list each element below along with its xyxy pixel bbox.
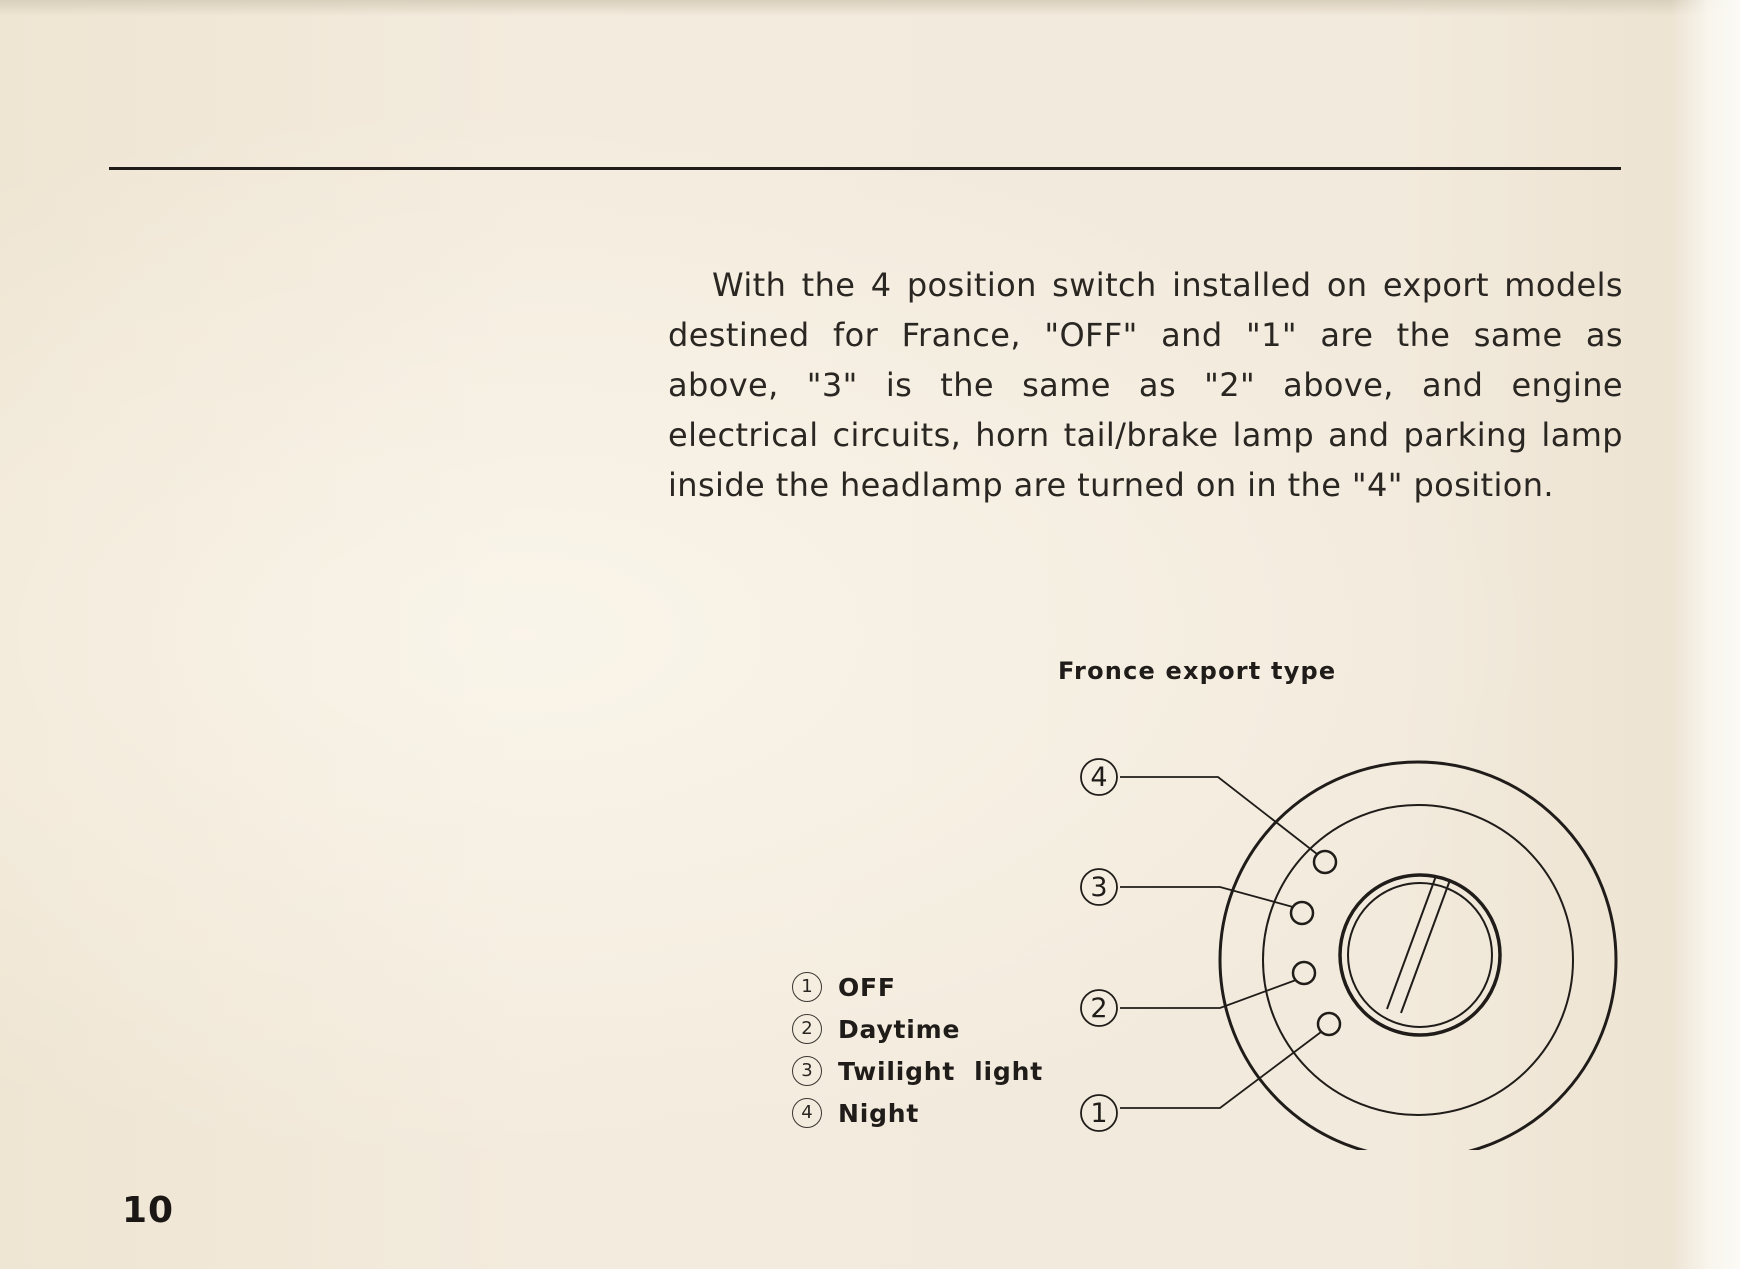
callout-label-2: 2 bbox=[1090, 993, 1108, 1024]
legend-item-night bbox=[792, 1092, 1043, 1134]
legend-label-off: OFF bbox=[838, 972, 896, 1002]
legend-item-daytime bbox=[792, 1008, 1043, 1050]
key-cylinder-inner bbox=[1348, 883, 1492, 1027]
legend-number-1: 1 bbox=[792, 972, 822, 1002]
page-spine-shadow bbox=[1670, 0, 1740, 1269]
position-legend bbox=[792, 966, 1043, 1134]
callout-label-3: 3 bbox=[1090, 872, 1108, 903]
switch-description-paragraph: With the 4 position switch installed on export models destined for France, "OFF" and "1" are the same as above, "3" is the same as "2" above, and engine electrical circuits, horn tail/brake lamp and parking lamp inside the headlamp are turned on in the "4" position. bbox=[668, 266, 1623, 504]
diagram-title: Fronce export type bbox=[1058, 657, 1337, 685]
position-dot-1 bbox=[1318, 1013, 1340, 1035]
legend-item-twilight-light bbox=[792, 1050, 1043, 1092]
key-slot-line-a bbox=[1387, 876, 1436, 1009]
legend-number-3: 3 bbox=[792, 1056, 822, 1086]
position-dot-3 bbox=[1291, 902, 1313, 924]
leader-line-1 bbox=[1120, 1032, 1321, 1108]
leader-line-3 bbox=[1120, 887, 1293, 907]
switch-outer-ring bbox=[1220, 762, 1616, 1150]
position-dot-4 bbox=[1314, 851, 1336, 873]
page-number: 10 bbox=[122, 1190, 175, 1231]
header-rule bbox=[109, 167, 1621, 170]
legend-number-4: 4 bbox=[792, 1098, 822, 1128]
leader-line-4 bbox=[1120, 777, 1317, 854]
position-dot-2 bbox=[1293, 962, 1315, 984]
key-slot-line-b bbox=[1401, 880, 1450, 1013]
switch-diagram bbox=[1060, 730, 1630, 1150]
legend-label-night: Night bbox=[838, 1098, 920, 1128]
legend-label-twilight-light: Twilight light bbox=[838, 1056, 1043, 1086]
callout-label-4: 4 bbox=[1090, 762, 1108, 793]
legend-number-2: 2 bbox=[792, 1014, 822, 1044]
callout-label-1: 1 bbox=[1090, 1098, 1108, 1129]
key-cylinder-outer bbox=[1340, 875, 1500, 1035]
legend-item-off bbox=[792, 966, 1043, 1008]
switch-inner-ring bbox=[1263, 805, 1573, 1115]
page-top-edge bbox=[0, 0, 1740, 16]
legend-label-daytime: Daytime bbox=[838, 1014, 961, 1044]
